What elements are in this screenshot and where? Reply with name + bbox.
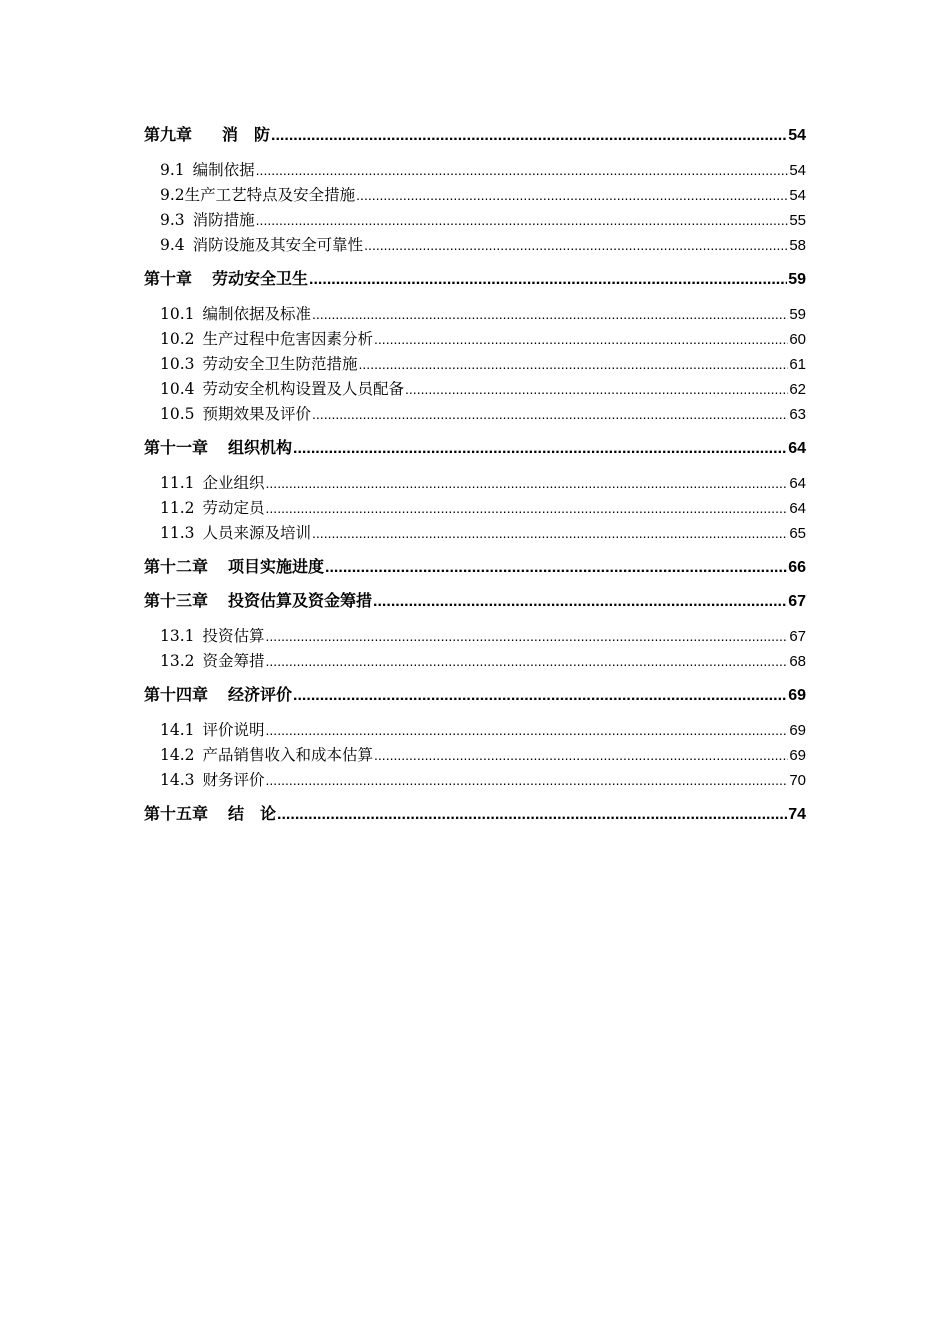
dot-leader <box>293 684 787 708</box>
toc-entry-number: 10.4 <box>160 380 195 398</box>
toc-entry-page-number: 61 <box>789 356 806 373</box>
toc-entry-title: 投资估算 <box>202 627 265 645</box>
toc-entry-title: 人员来源及培训 <box>202 524 312 542</box>
toc-entry-title: 消 防 <box>222 127 271 144</box>
toc-section-entry[interactable] <box>144 233 806 258</box>
toc-entry-page-number: 58 <box>789 237 806 254</box>
toc-entry-page-number: 69 <box>789 722 806 739</box>
dot-leader <box>325 556 787 580</box>
toc-entry-page-number: 64 <box>789 475 806 492</box>
toc-entry-number: 第十章 <box>144 271 193 288</box>
dot-leader <box>312 402 788 427</box>
toc-entry-title: 企业组织 <box>202 474 265 492</box>
toc-entry-page-number: 54 <box>788 127 806 144</box>
toc-entry-title: 消防设施及其安全可靠性 <box>192 236 364 254</box>
toc-entry-page-number: 66 <box>788 559 806 576</box>
toc-entry-page-number: 62 <box>789 381 806 398</box>
toc-entry-title: 劳动定员 <box>202 499 265 517</box>
dot-leader <box>312 302 788 327</box>
toc-entry-number: 11.1 <box>160 474 195 492</box>
toc-entry-title: 财务评价 <box>202 771 265 789</box>
toc-section-entry[interactable] <box>144 471 806 496</box>
dot-leader <box>271 124 787 148</box>
toc-section-entry[interactable] <box>144 402 806 427</box>
toc-entry-page-number: 54 <box>789 162 806 179</box>
toc-entry-title: 劳动安全卫生 <box>212 271 309 288</box>
dot-leader <box>266 768 789 793</box>
toc-entry-title: 生产过程中危害因素分析 <box>202 330 374 348</box>
toc-section-entry[interactable] <box>144 327 806 352</box>
toc-entry-page-number: 69 <box>789 747 806 764</box>
toc-chapter-entry[interactable] <box>144 268 806 292</box>
toc-entry-title: 投资估算及资金筹措 <box>228 593 373 610</box>
dot-leader <box>266 624 789 649</box>
toc-chapter-entry[interactable] <box>144 124 806 148</box>
toc-entry-title: 组织机构 <box>228 440 293 457</box>
toc-section-entry[interactable] <box>144 743 806 768</box>
toc-entry-number: 11.2 <box>160 499 195 517</box>
toc-entry-number: 第九章 <box>144 127 193 144</box>
toc-entry-page-number: 67 <box>789 628 806 645</box>
toc-section-entry[interactable] <box>144 352 806 377</box>
toc-section-entry[interactable] <box>144 521 806 546</box>
toc-entry-page-number: 68 <box>789 653 806 670</box>
toc-section-entry[interactable] <box>144 158 806 183</box>
toc-entry-page-number: 63 <box>789 406 806 423</box>
toc-section-entry[interactable] <box>144 208 806 233</box>
toc-entry-number: 9.2 <box>160 186 185 204</box>
toc-chapter-entry[interactable] <box>144 590 806 614</box>
toc-entry-number: 10.2 <box>160 330 195 348</box>
toc-entry-number: 10.1 <box>160 305 195 323</box>
toc-section-entry[interactable] <box>144 183 806 208</box>
toc-section-entry[interactable] <box>144 377 806 402</box>
toc-entry-number: 9.3 <box>160 211 185 229</box>
dot-leader <box>359 352 789 377</box>
toc-entry-number: 11.3 <box>160 524 195 542</box>
toc-entry-title: 项目实施进度 <box>228 559 325 576</box>
toc-entry-page-number: 64 <box>789 500 806 517</box>
toc-entry-title: 产品销售收入和成本估算 <box>202 746 374 764</box>
dot-leader <box>309 268 787 292</box>
toc-entry-number: 14.2 <box>160 746 195 764</box>
toc-entry-title: 结 论 <box>228 806 277 823</box>
toc-section-entry[interactable] <box>144 624 806 649</box>
dot-leader <box>405 377 788 402</box>
dot-leader <box>373 590 787 614</box>
dot-leader <box>266 496 789 521</box>
toc-section-entry[interactable] <box>144 649 806 674</box>
toc-chapter-entry[interactable] <box>144 803 806 827</box>
toc-entry-number: 第十一章 <box>144 440 209 457</box>
toc-entry-page-number: 69 <box>788 687 806 704</box>
toc-entry-page-number: 55 <box>789 212 806 229</box>
toc-chapter-entry[interactable] <box>144 437 806 461</box>
toc-section-entry[interactable] <box>144 718 806 743</box>
toc-entry-number: 13.1 <box>160 627 195 645</box>
dot-leader <box>266 718 789 743</box>
toc-entry-number: 第十四章 <box>144 687 209 704</box>
toc-entry-number: 第十五章 <box>144 806 209 823</box>
toc-entry-title: 编制依据及标准 <box>202 305 312 323</box>
toc-entry-page-number: 64 <box>788 440 806 457</box>
toc-entry-number: 10.5 <box>160 405 195 423</box>
toc-entry-page-number: 70 <box>789 772 806 789</box>
toc-entry-title: 劳动安全卫生防范措施 <box>202 355 358 373</box>
toc-entry-number: 14.3 <box>160 771 195 789</box>
dot-leader <box>256 158 789 183</box>
toc-entry-page-number: 67 <box>788 593 806 610</box>
toc-entry-number: 第十三章 <box>144 593 209 610</box>
toc-entry-number: 9.1 <box>160 161 185 179</box>
dot-leader <box>364 233 788 258</box>
toc-entry-page-number: 60 <box>789 331 806 348</box>
toc-entry-title: 消防措施 <box>192 211 255 229</box>
toc-entry-title: 预期效果及评价 <box>202 405 312 423</box>
dot-leader <box>356 183 788 208</box>
toc-entry-number: 14.1 <box>160 721 195 739</box>
dot-leader <box>312 521 788 546</box>
toc-entry-page-number: 59 <box>788 271 806 288</box>
dot-leader <box>266 649 789 674</box>
toc-entry-number: 第十二章 <box>144 559 209 576</box>
dot-leader <box>374 327 788 352</box>
dot-leader <box>266 471 789 496</box>
toc-entry-page-number: 74 <box>788 806 806 823</box>
table-of-contents <box>144 124 806 827</box>
toc-entry-title: 生产工艺特点及安全措施 <box>184 186 356 204</box>
toc-entry-page-number: 65 <box>789 525 806 542</box>
toc-entry-title: 评价说明 <box>202 721 265 739</box>
toc-entry-number: 10.3 <box>160 355 195 373</box>
toc-entry-number: 13.2 <box>160 652 195 670</box>
dot-leader <box>293 437 787 461</box>
toc-entry-page-number: 59 <box>789 306 806 323</box>
toc-entry-title: 经济评价 <box>228 687 293 704</box>
toc-entry-page-number: 54 <box>789 187 806 204</box>
toc-entry-title: 劳动安全机构设置及人员配备 <box>202 380 405 398</box>
toc-entry-title: 编制依据 <box>192 161 255 179</box>
dot-leader <box>256 208 789 233</box>
dot-leader <box>374 743 788 768</box>
toc-chapter-entry[interactable] <box>144 684 806 708</box>
toc-section-entry[interactable] <box>144 768 806 793</box>
toc-entry-number: 9.4 <box>160 236 185 254</box>
toc-chapter-entry[interactable] <box>144 556 806 580</box>
toc-section-entry[interactable] <box>144 302 806 327</box>
toc-section-entry[interactable] <box>144 496 806 521</box>
toc-entry-title: 资金筹措 <box>202 652 265 670</box>
dot-leader <box>277 803 787 827</box>
